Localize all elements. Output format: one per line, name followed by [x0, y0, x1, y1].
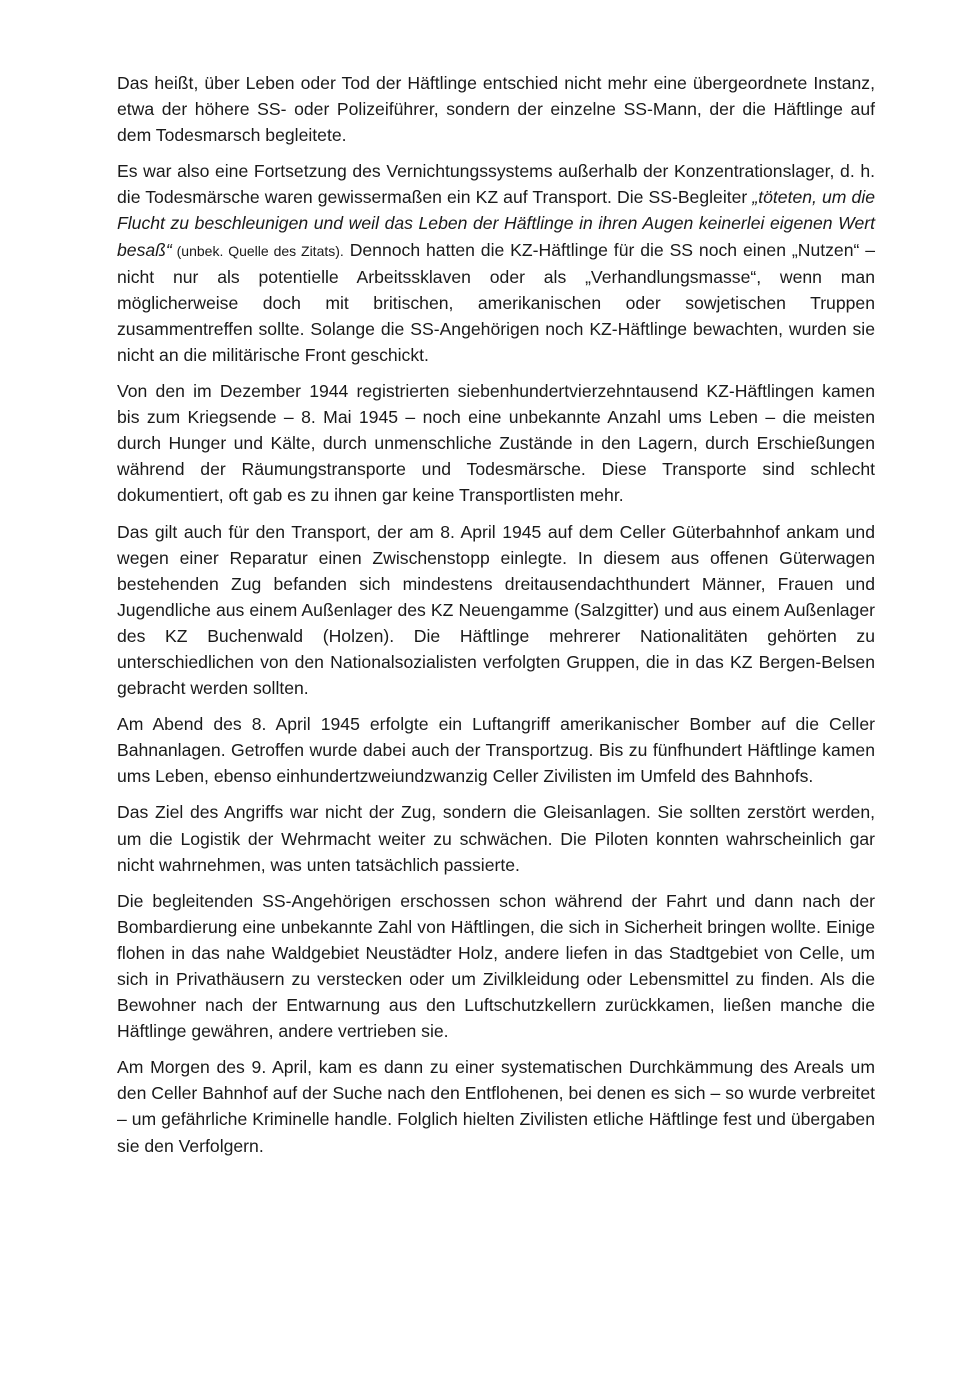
paragraph-2-continuation: Dennoch hatten die KZ-Häftlinge für die SS noch einen „Nutzen“ – nicht nur als potentielle Arbeitssklaven oder als „Verhandlungsmasse“, wenn man möglicherweise doch mit britischen, amerikanischen oder sowjetischen Truppen zusammentreffen sollte. Solange die SS-Angehörigen noch KZ-Häftlinge bewachten, wurden sie nicht an die militärische Front geschickt.	[117, 239, 876, 365]
paragraph-7: Die begleitenden SS-Angehörigen erschossen schon während der Fahrt und dann nach der Bombardierung eine unbekannte Zahl von Häftlingen, die sich in Sicherheit bringen wollte. Einige flohen in das nahe Waldgebiet Neustädter Holz, andere liefen in das Stadtgebiet von Celle, um sich in Privathäusern zu verstecken oder um Zivilkleidung oder Lebensmittel zu finden. Als die Bewohner nach der Entwarnung aus den Luftschutzkellern zurückkamen, ließen manche die Häftlinge gewähren, andere vertrieben sie.	[117, 890, 875, 1042]
document-page	[117, 70, 875, 1169]
paragraph-3: Von den im Dezember 1944 registrierten siebenhundertvierzehntausend KZ-Häftlingen kamen bis zum Kriegsende – 8. Mai 1945 – noch eine unbekannte Anzahl ums Leben – die meisten durch Hunger und Kälte, durch unmenschliche Zustände in den Lagern, durch Erschießungen während der Räumungstransporte und Todesmärsche. Diese Transporte sind schlecht dokumentiert, oft gab es zu ihnen gar keine Transportlisten mehr.	[117, 381, 875, 506]
paragraph-4: Das gilt auch für den Transport, der am 8. April 1945 auf dem Celler Güterbahnhof ankam und wegen einer Reparatur einen Zwischenstopp einlegte. In diesem aus offenen Güterwagen bestehenden Zug befanden sich mindestens dreitausendachthundert Männer, Frauen und Jugendliche aus einem Außenlager des KZ Neuengamme (Salzgitter) und aus einem Außenlager des KZ Buchenwald (Holzen). Die Häftlinge mehrerer Nationalitäten gehörten zu unterschiedlichen von den Nationalsozialisten verfolgten Gruppen, die in das KZ Bergen-Belsen gebracht werden sollten.	[117, 521, 875, 699]
paragraph-8: Am Morgen des 9. April, kam es dann zu einer systematischen Durchkämmung des Areals um den Celler Bahnhof auf der Suche nach den Entflohenen, bei denen es sich – so wurde verbreitet – um gefährliche Kriminelle handle. Folglich hielten Zivilisten etliche Häftlinge fest und übergaben sie den Verfolgern.	[117, 1057, 875, 1156]
paragraph-2	[117, 158, 875, 368]
paragraph-6: Das Ziel des Angriffs war nicht der Zug, sondern die Gleisanlagen. Sie sollten zerstört werden, um die Logistik der Wehrmacht weiter zu schwächen. Die Piloten konnten wahrscheinlich gar nicht wahrnehmen, was unten tatsächlich passierte.	[117, 802, 875, 875]
paragraph-5: Am Abend des 8. April 1945 erfolgte ein Luftangriff amerikanischer Bomber auf die Celler Bahnanlagen. Getroffen wurde dabei auch der Transportzug. Bis zu fünfhundert Häftlinge kamen ums Leben, ebenso einhundertzweiundzwanzig Celler Zivilisten im Umfeld des Bahnhofs.	[117, 714, 875, 787]
quote-source-note: (unbek. Quelle des Zitats).	[171, 242, 344, 259]
italic-quote: „töteten, um die Flucht zu beschleunigen und weil das Leben der Häftlinge in ihren Augen keinerlei eigenen Wert besaß“	[117, 187, 876, 260]
paragraph-1: Das heißt, über Leben oder Tod der Häftlinge entschied nicht mehr eine übergeordnete Instanz, etwa der höhere SS- oder Polizeiführer, sondern der einzelne SS-Mann, der die Häftlinge auf dem Todesmarsch begleitete.	[117, 73, 875, 146]
paragraph-2-intro: Es war also eine Fortsetzung des Vernichtungssystems außerhalb der Konzentrationslager, d. h. die Todesmärsche waren gewissermaßen ein KZ auf Transport. Die SS-Begleiter	[117, 161, 875, 208]
